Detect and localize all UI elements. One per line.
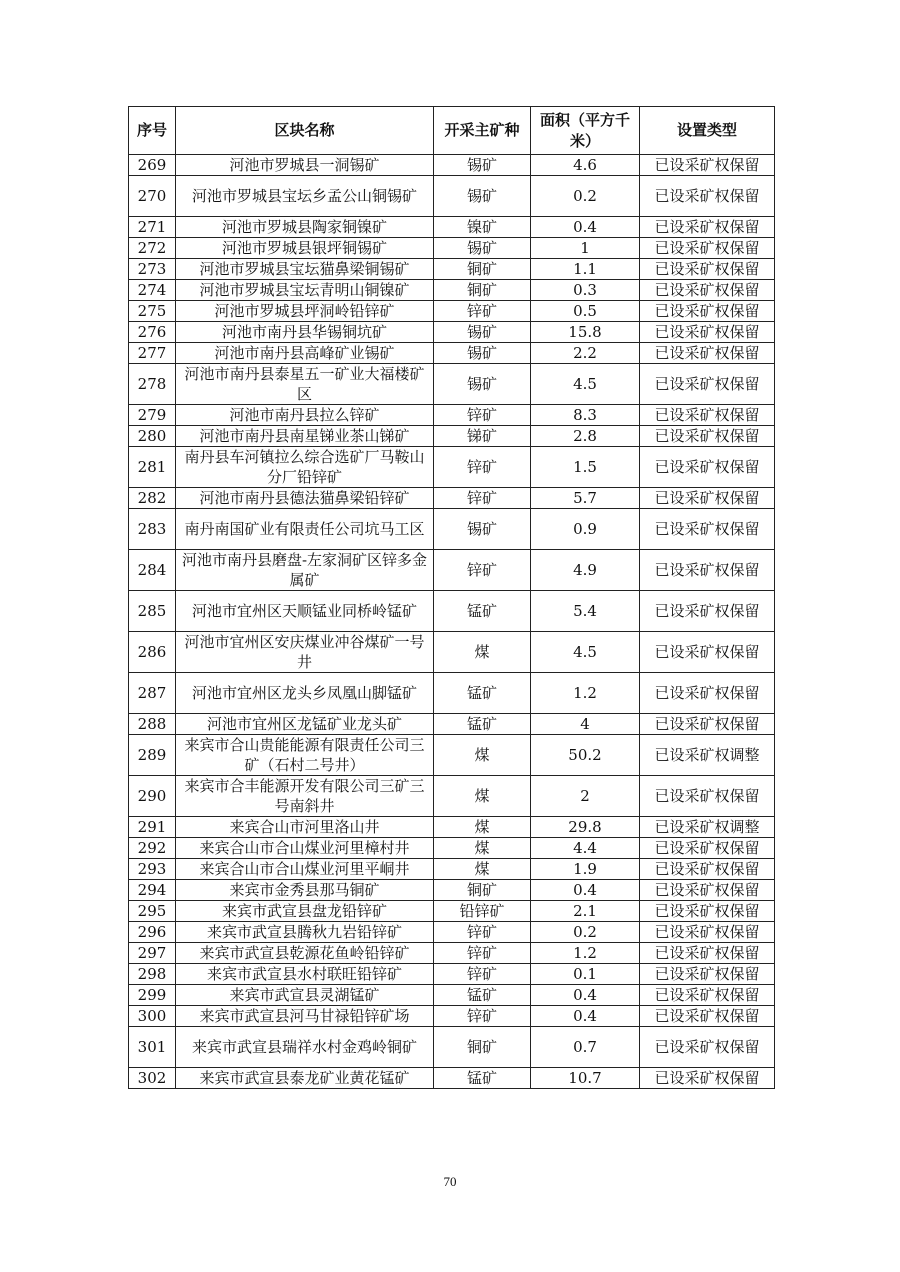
setting-type-cell: 已设采矿权保留 (640, 838, 775, 859)
main-mineral-cell: 锡矿 (434, 343, 531, 364)
block-name-cell: 河池市罗城县宝坛青明山铜镍矿 (176, 280, 434, 301)
header-main-mineral: 开采主矿种 (434, 107, 531, 155)
block-name-cell: 河池市南丹县拉么锌矿 (176, 405, 434, 426)
table-row (129, 901, 775, 922)
block-name-cell: 河池市宜州区安庆煤业冲谷煤矿一号井 (176, 632, 434, 673)
header-no: 序号 (129, 107, 176, 155)
area-value-cell: 1.9 (531, 859, 640, 880)
main-mineral-cell: 锰矿 (434, 1068, 531, 1089)
area-value-cell: 1.2 (531, 943, 640, 964)
setting-type-cell: 已设采矿权保留 (640, 1006, 775, 1027)
setting-type-cell: 已设采矿权保留 (640, 1027, 775, 1068)
row-number-cell: 275 (129, 301, 176, 322)
row-number-cell: 274 (129, 280, 176, 301)
row-number-cell: 301 (129, 1027, 176, 1068)
area-value-cell: 0.7 (531, 1027, 640, 1068)
area-value-cell: 5.7 (531, 488, 640, 509)
table-row (129, 488, 775, 509)
main-mineral-cell: 煤 (434, 776, 531, 817)
table-row (129, 155, 775, 176)
area-value-cell: 2.1 (531, 901, 640, 922)
table-row (129, 280, 775, 301)
block-name-cell: 河池市罗城县宝坛猫鼻梁铜锡矿 (176, 259, 434, 280)
row-number-cell: 271 (129, 217, 176, 238)
main-mineral-cell: 锡矿 (434, 509, 531, 550)
area-value-cell: 8.3 (531, 405, 640, 426)
area-value-cell: 0.1 (531, 964, 640, 985)
table-row (129, 405, 775, 426)
table-row (129, 632, 775, 673)
area-value-cell: 0.3 (531, 280, 640, 301)
block-name-cell: 河池市罗城县陶家铜镍矿 (176, 217, 434, 238)
header-setting-type: 设置类型 (640, 107, 775, 155)
block-name-cell: 河池市南丹县华锡铜坑矿 (176, 322, 434, 343)
block-name-cell: 来宾市武宣县河马甘禄铅锌矿场 (176, 1006, 434, 1027)
setting-type-cell: 已设采矿权保留 (640, 714, 775, 735)
main-mineral-cell: 铜矿 (434, 280, 531, 301)
table-row (129, 964, 775, 985)
setting-type-cell: 已设采矿权保留 (640, 632, 775, 673)
main-mineral-cell: 锌矿 (434, 943, 531, 964)
area-value-cell: 2.8 (531, 426, 640, 447)
table-row (129, 922, 775, 943)
row-number-cell: 269 (129, 155, 176, 176)
table-row (129, 364, 775, 405)
table-row (129, 735, 775, 776)
setting-type-cell: 已设采矿权保留 (640, 922, 775, 943)
main-mineral-cell: 锑矿 (434, 426, 531, 447)
setting-type-cell: 已设采矿权保留 (640, 405, 775, 426)
setting-type-cell: 已设采矿权保留 (640, 943, 775, 964)
main-mineral-cell: 锌矿 (434, 447, 531, 488)
setting-type-cell: 已设采矿权保留 (640, 426, 775, 447)
main-mineral-cell: 锡矿 (434, 155, 531, 176)
setting-type-cell: 已设采矿权保留 (640, 259, 775, 280)
header-area: 面积（平方千米） (531, 107, 640, 155)
block-name-cell: 南丹县车河镇拉么综合选矿厂马鞍山分厂铅锌矿 (176, 447, 434, 488)
block-name-cell: 来宾市合丰能源开发有限公司三矿三号南斜井 (176, 776, 434, 817)
area-value-cell: 0.4 (531, 217, 640, 238)
table-row (129, 880, 775, 901)
block-name-cell: 来宾合山市合山煤业河里平峒井 (176, 859, 434, 880)
block-name-cell: 来宾市武宣县灵湖锰矿 (176, 985, 434, 1006)
block-name-cell: 河池市罗城县宝坛乡孟公山铜锡矿 (176, 176, 434, 217)
row-number-cell: 299 (129, 985, 176, 1006)
setting-type-cell: 已设采矿权调整 (640, 735, 775, 776)
main-mineral-cell: 锌矿 (434, 1006, 531, 1027)
main-mineral-cell: 铜矿 (434, 1027, 531, 1068)
block-name-cell: 来宾市武宣县乾源花鱼岭铅锌矿 (176, 943, 434, 964)
header-block-name: 区块名称 (176, 107, 434, 155)
table-row (129, 1006, 775, 1027)
main-mineral-cell: 铅锌矿 (434, 901, 531, 922)
area-value-cell: 1.5 (531, 447, 640, 488)
table-row (129, 176, 775, 217)
setting-type-cell: 已设采矿权保留 (640, 509, 775, 550)
area-value-cell: 0.4 (531, 880, 640, 901)
main-mineral-cell: 锡矿 (434, 322, 531, 343)
main-mineral-cell: 锌矿 (434, 405, 531, 426)
area-value-cell: 15.8 (531, 322, 640, 343)
area-value-cell: 10.7 (531, 1068, 640, 1089)
main-mineral-cell: 锰矿 (434, 714, 531, 735)
setting-type-cell: 已设采矿权保留 (640, 901, 775, 922)
setting-type-cell: 已设采矿权保留 (640, 859, 775, 880)
setting-type-cell: 已设采矿权保留 (640, 550, 775, 591)
table-row (129, 343, 775, 364)
row-number-cell: 291 (129, 817, 176, 838)
block-name-cell: 南丹南国矿业有限责任公司坑马工区 (176, 509, 434, 550)
setting-type-cell: 已设采矿权保留 (640, 364, 775, 405)
table-row (129, 776, 775, 817)
area-value-cell: 0.4 (531, 1006, 640, 1027)
row-number-cell: 277 (129, 343, 176, 364)
table-row (129, 985, 775, 1006)
block-name-cell: 河池市南丹县泰星五一矿业大福楼矿区 (176, 364, 434, 405)
main-mineral-cell: 煤 (434, 838, 531, 859)
table-row (129, 322, 775, 343)
main-mineral-cell: 锌矿 (434, 301, 531, 322)
block-name-cell: 来宾市武宣县泰龙矿业黄花锰矿 (176, 1068, 434, 1089)
main-mineral-cell: 锌矿 (434, 550, 531, 591)
setting-type-cell: 已设采矿权保留 (640, 488, 775, 509)
area-value-cell: 4.4 (531, 838, 640, 859)
table-row (129, 426, 775, 447)
block-name-cell: 河池市宜州区天顺锰业同桥岭锰矿 (176, 591, 434, 632)
area-value-cell: 4.6 (531, 155, 640, 176)
row-number-cell: 294 (129, 880, 176, 901)
main-mineral-cell: 煤 (434, 859, 531, 880)
block-name-cell: 来宾合山市合山煤业河里樟村井 (176, 838, 434, 859)
main-mineral-cell: 铜矿 (434, 880, 531, 901)
main-mineral-cell: 煤 (434, 632, 531, 673)
row-number-cell: 278 (129, 364, 176, 405)
table-row (129, 943, 775, 964)
setting-type-cell: 已设采矿权保留 (640, 1068, 775, 1089)
row-number-cell: 298 (129, 964, 176, 985)
area-value-cell: 4.9 (531, 550, 640, 591)
row-number-cell: 292 (129, 838, 176, 859)
table-row (129, 714, 775, 735)
area-value-cell: 0.4 (531, 985, 640, 1006)
page-number: 70 (443, 1174, 457, 1189)
main-mineral-cell: 煤 (434, 735, 531, 776)
setting-type-cell: 已设采矿权保留 (640, 964, 775, 985)
setting-type-cell: 已设采矿权保留 (640, 776, 775, 817)
table-row (129, 447, 775, 488)
row-number-cell: 281 (129, 447, 176, 488)
block-name-cell: 河池市宜州区龙头乡凤凰山脚锰矿 (176, 673, 434, 714)
row-number-cell: 287 (129, 673, 176, 714)
setting-type-cell: 已设采矿权保留 (640, 155, 775, 176)
main-mineral-cell: 镍矿 (434, 217, 531, 238)
area-value-cell: 2 (531, 776, 640, 817)
area-value-cell: 0.2 (531, 176, 640, 217)
table-row (129, 1027, 775, 1068)
area-value-cell: 2.2 (531, 343, 640, 364)
block-name-cell: 来宾市武宣县腾秋九岩铅锌矿 (176, 922, 434, 943)
main-mineral-cell: 煤 (434, 817, 531, 838)
block-name-cell: 来宾市金秀县那马铜矿 (176, 880, 434, 901)
area-value-cell: 5.4 (531, 591, 640, 632)
table-row (129, 817, 775, 838)
row-number-cell: 273 (129, 259, 176, 280)
block-name-cell: 河池市宜州区龙锰矿业龙头矿 (176, 714, 434, 735)
row-number-cell: 300 (129, 1006, 176, 1027)
area-value-cell: 4.5 (531, 364, 640, 405)
setting-type-cell: 已设采矿权保留 (640, 880, 775, 901)
area-value-cell: 50.2 (531, 735, 640, 776)
setting-type-cell: 已设采矿权保留 (640, 591, 775, 632)
table-header-row (129, 107, 775, 155)
main-mineral-cell: 锡矿 (434, 176, 531, 217)
main-mineral-cell: 锡矿 (434, 238, 531, 259)
area-value-cell: 1 (531, 238, 640, 259)
block-name-cell: 河池市罗城县坪洞岭铅锌矿 (176, 301, 434, 322)
setting-type-cell: 已设采矿权保留 (640, 301, 775, 322)
table-row (129, 550, 775, 591)
table-row (129, 1068, 775, 1089)
row-number-cell: 284 (129, 550, 176, 591)
setting-type-cell: 已设采矿权保留 (640, 673, 775, 714)
row-number-cell: 293 (129, 859, 176, 880)
row-number-cell: 290 (129, 776, 176, 817)
table-row (129, 509, 775, 550)
row-number-cell: 276 (129, 322, 176, 343)
row-number-cell: 282 (129, 488, 176, 509)
table-row (129, 838, 775, 859)
setting-type-cell: 已设采矿权保留 (640, 176, 775, 217)
table-row (129, 238, 775, 259)
block-name-cell: 河池市南丹县德法猫鼻梁铅锌矿 (176, 488, 434, 509)
setting-type-cell: 已设采矿权保留 (640, 217, 775, 238)
row-number-cell: 296 (129, 922, 176, 943)
row-number-cell: 295 (129, 901, 176, 922)
row-number-cell: 286 (129, 632, 176, 673)
area-value-cell: 0.9 (531, 509, 640, 550)
row-number-cell: 272 (129, 238, 176, 259)
setting-type-cell: 已设采矿权保留 (640, 322, 775, 343)
row-number-cell: 285 (129, 591, 176, 632)
main-mineral-cell: 锌矿 (434, 964, 531, 985)
row-number-cell: 283 (129, 509, 176, 550)
main-mineral-cell: 锰矿 (434, 985, 531, 1006)
setting-type-cell: 已设采矿权保留 (640, 447, 775, 488)
row-number-cell: 288 (129, 714, 176, 735)
setting-type-cell: 已设采矿权保留 (640, 280, 775, 301)
block-name-cell: 河池市南丹县磨盘-左家洞矿区锌多金属矿 (176, 550, 434, 591)
area-value-cell: 4.5 (531, 632, 640, 673)
block-name-cell: 来宾合山市河里洛山井 (176, 817, 434, 838)
table-row (129, 301, 775, 322)
block-name-cell: 河池市南丹县南星锑业茶山锑矿 (176, 426, 434, 447)
table-row (129, 673, 775, 714)
main-mineral-cell: 铜矿 (434, 259, 531, 280)
main-mineral-cell: 锰矿 (434, 673, 531, 714)
table-row (129, 259, 775, 280)
row-number-cell: 279 (129, 405, 176, 426)
block-name-cell: 来宾市合山贵能能源有限责任公司三矿（石村二号井） (176, 735, 434, 776)
row-number-cell: 302 (129, 1068, 176, 1089)
table-row (129, 859, 775, 880)
main-mineral-cell: 锌矿 (434, 922, 531, 943)
setting-type-cell: 已设采矿权保留 (640, 985, 775, 1006)
area-value-cell: 0.5 (531, 301, 640, 322)
setting-type-cell: 已设采矿权保留 (640, 238, 775, 259)
mining-block-table (128, 106, 775, 1089)
table-row (129, 217, 775, 238)
area-value-cell: 29.8 (531, 817, 640, 838)
table-row (129, 591, 775, 632)
setting-type-cell: 已设采矿权调整 (640, 817, 775, 838)
setting-type-cell: 已设采矿权保留 (640, 343, 775, 364)
main-mineral-cell: 锡矿 (434, 364, 531, 405)
area-value-cell: 1.2 (531, 673, 640, 714)
block-name-cell: 河池市罗城县银坪铜锡矿 (176, 238, 434, 259)
block-name-cell: 河池市罗城县一洞锡矿 (176, 155, 434, 176)
main-mineral-cell: 锌矿 (434, 488, 531, 509)
row-number-cell: 289 (129, 735, 176, 776)
row-number-cell: 280 (129, 426, 176, 447)
area-value-cell: 4 (531, 714, 640, 735)
block-name-cell: 来宾市武宣县水村联旺铅锌矿 (176, 964, 434, 985)
block-name-cell: 来宾市武宣县盘龙铅锌矿 (176, 901, 434, 922)
row-number-cell: 270 (129, 176, 176, 217)
area-value-cell: 0.2 (531, 922, 640, 943)
row-number-cell: 297 (129, 943, 176, 964)
main-mineral-cell: 锰矿 (434, 591, 531, 632)
area-value-cell: 1.1 (531, 259, 640, 280)
block-name-cell: 河池市南丹县高峰矿业锡矿 (176, 343, 434, 364)
block-name-cell: 来宾市武宣县瑞祥水村金鸡岭铜矿 (176, 1027, 434, 1068)
